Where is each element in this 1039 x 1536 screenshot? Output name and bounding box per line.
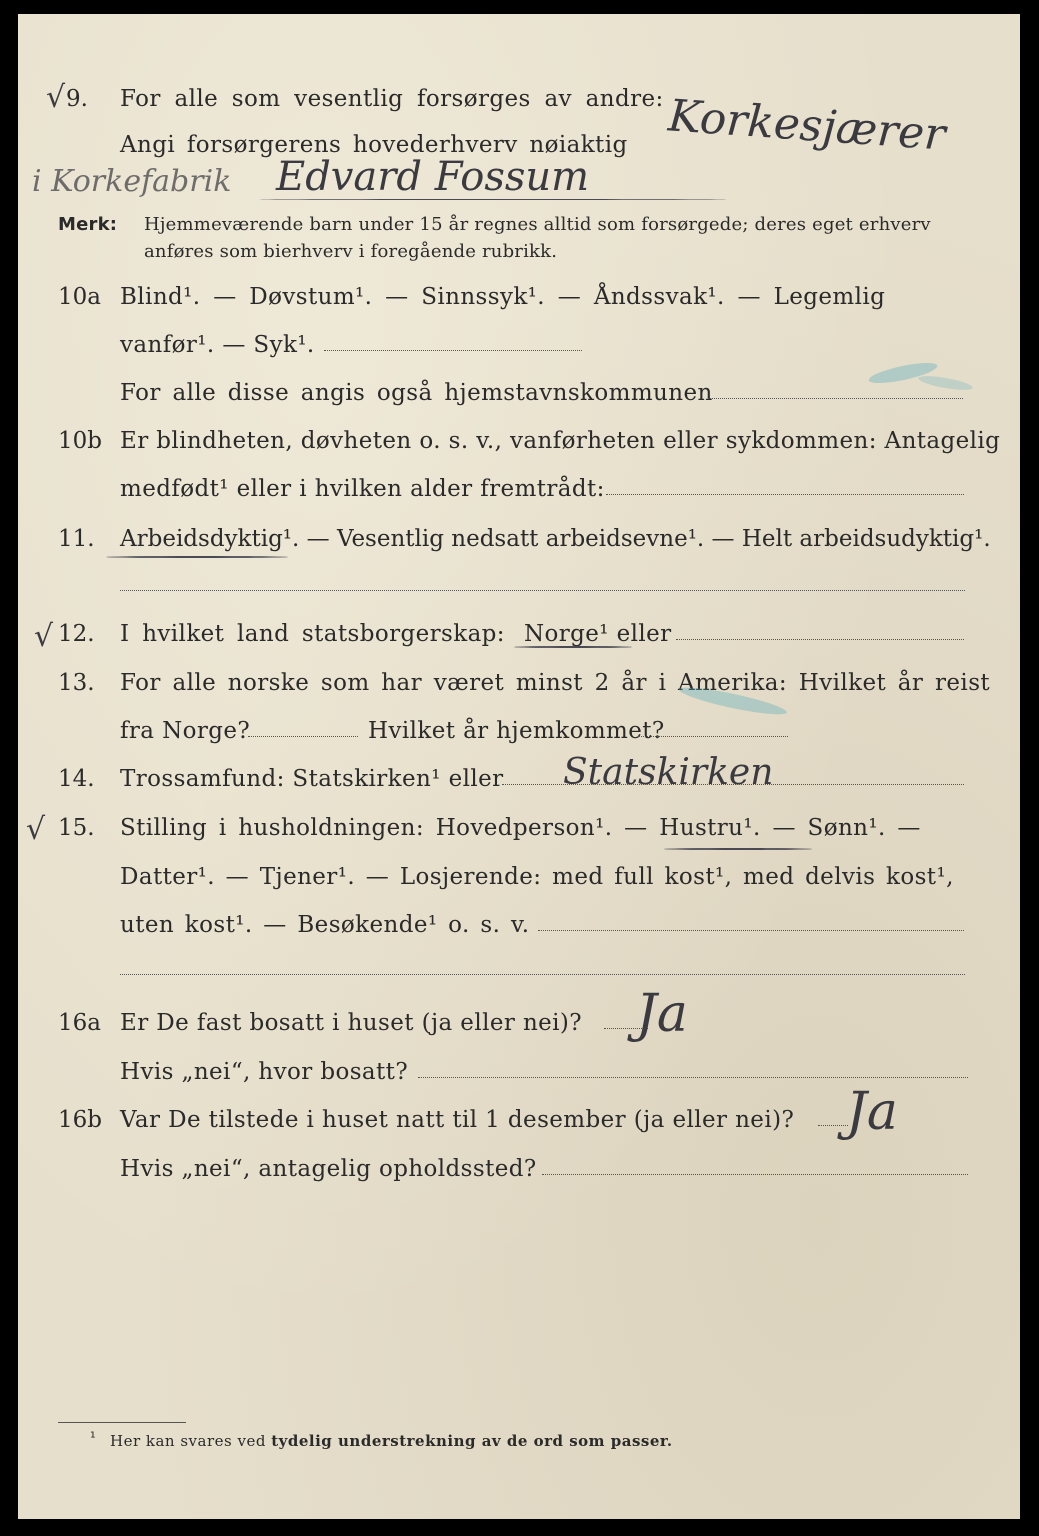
q15-line3: uten kost¹. — Besøkende¹ o. s. v.: [120, 912, 530, 938]
q12-line1b: Norge¹ eller: [524, 621, 672, 647]
q9-answer-provider: Edvard Fossum: [276, 154, 590, 200]
q14-answer: Statskirken: [563, 752, 774, 793]
q10a-line1: Blind¹. — Døvstum¹. — Sinnssyk¹. — Åndssvak¹. — Legemlig: [120, 284, 886, 310]
q11-line1: Arbeidsdyktig¹. — Vesentlig nedsatt arbeidsevne¹. — Helt arbeidsudyktig¹.: [120, 526, 991, 552]
q9-line1: For alle som vesentlig forsørges av andre:: [120, 86, 664, 112]
q9-answer-occupation: Korkesjærer: [666, 90, 948, 161]
q15-underline-mark: [664, 848, 812, 850]
q14-line1: Trossamfund: Statskirken¹ eller: [120, 766, 504, 792]
q11-underline-mark: [106, 556, 288, 558]
q10b-number: 10b: [58, 428, 102, 454]
footnote-text: [110, 1432, 673, 1450]
q9-line2: Angi forsørgerens hovederhverv nøiaktig: [120, 132, 628, 158]
q10a-number: 10a: [58, 284, 101, 310]
q16a-line2-dots: [418, 1077, 968, 1078]
q13-dots-b: [638, 736, 788, 737]
q12-underline-mark: [514, 646, 632, 648]
q16a-number: 16a: [58, 1010, 101, 1036]
q12-line1: I hvilket land statsborgerskap:: [120, 621, 505, 647]
footnote-text-bold: tydelig understrekning av de ord som passer.: [271, 1432, 673, 1450]
q14-number: 14.: [58, 766, 95, 792]
q10a-line3-dots: [708, 398, 963, 399]
q13-line1: For alle norske som har været minst 2 år i Amerika: Hvilket år reist: [120, 670, 991, 696]
merk-line2: anføres som bierhverv i foregående rubrikk.: [144, 241, 558, 262]
q15-extra-dots: [120, 974, 965, 975]
q16a-answer: Ja: [636, 984, 688, 1044]
q16b-answer: Ja: [846, 1082, 898, 1142]
q13-line2b: Hvilket år hjemkommet?: [368, 718, 665, 744]
q15-line1: Stilling i husholdningen: Hovedperson¹. — Hustru¹. — Sønn¹. —: [120, 815, 921, 841]
q11-number: 11.: [58, 526, 95, 552]
q9-answer-prefix: i Korkefabrik: [32, 164, 232, 199]
q13-dots-a: [248, 736, 358, 737]
checkmark-icon: √: [26, 812, 46, 847]
q16a-line1: Er De fast bosatt i huset (ja eller nei)?: [120, 1010, 583, 1036]
q9-number: 9.: [66, 86, 88, 112]
q15-dots: [538, 930, 964, 931]
checkmark-icon: √: [34, 619, 54, 654]
q16b-number: 16b: [58, 1107, 102, 1133]
q10a-line3: For alle disse angis også hjemstavnskommunen: [120, 380, 713, 406]
q10a-line2: vanfør¹. — Syk¹.: [120, 332, 315, 358]
q10b-line1: Er blindheten, døvheten o. s. v., vanførheten eller sykdommen: Antagelig: [120, 428, 1001, 454]
footnote-mark: ¹: [90, 1430, 97, 1446]
q13-line2a: fra Norge?: [120, 718, 251, 744]
ink-stain: [918, 373, 974, 392]
q16b-dots: [818, 1125, 848, 1126]
q16b-line1: Var De tilstede i huset natt til 1 desember (ja eller nei)?: [120, 1107, 795, 1133]
q10b-line2-dots: [606, 494, 964, 495]
q15-line2: Datter¹. — Tjener¹. — Losjerende: med full kost¹, med delvis kost¹,: [120, 864, 954, 890]
q14-dots: [502, 784, 964, 785]
q10b-line2: medfødt¹ eller i hvilken alder fremtrådt:: [120, 476, 605, 502]
q16b-line2: Hvis „nei“, antagelig opholdssted?: [120, 1156, 537, 1182]
census-form-page: [18, 14, 1020, 1519]
footnote-text-plain: Her kan svares ved: [110, 1432, 266, 1450]
q12-dots: [676, 639, 964, 640]
q16a-line2: Hvis „nei“, hvor bosatt?: [120, 1059, 409, 1085]
q11-dots: [120, 590, 965, 591]
merk-label: Merk:: [58, 214, 118, 235]
q15-number: 15.: [58, 815, 95, 841]
footnote-rule: [58, 1422, 186, 1423]
checkmark-icon: √: [46, 80, 66, 115]
q10a-line2-dots: [324, 350, 582, 351]
q13-number: 13.: [58, 670, 95, 696]
merk-line1: Hjemmeværende barn under 15 år regnes alltid som forsørgede; deres eget erhverv: [144, 214, 931, 235]
q12-number: 12.: [58, 621, 95, 647]
q16b-line2-dots: [542, 1174, 968, 1175]
